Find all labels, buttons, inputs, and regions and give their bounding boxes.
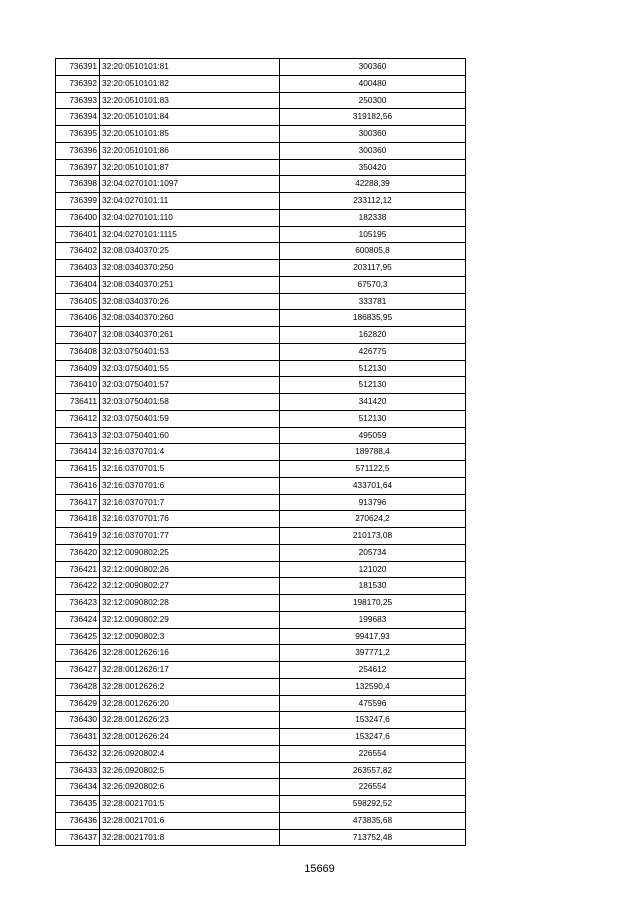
row-id-cell: 736408 bbox=[56, 343, 100, 360]
value-cell: 397771,2 bbox=[280, 645, 466, 662]
row-id-cell: 736418 bbox=[56, 511, 100, 528]
table-row bbox=[56, 109, 466, 126]
row-id-cell: 736436 bbox=[56, 812, 100, 829]
table-row bbox=[56, 695, 466, 712]
value-cell: 205734 bbox=[280, 544, 466, 561]
row-id-cell: 736423 bbox=[56, 595, 100, 612]
table-row bbox=[56, 310, 466, 327]
table-row bbox=[56, 628, 466, 645]
cadastral-number-cell: 32:08:0340370:261 bbox=[100, 327, 280, 344]
value-cell: 913796 bbox=[280, 494, 466, 511]
table-row bbox=[56, 377, 466, 394]
table-row bbox=[56, 578, 466, 595]
cadastral-number-cell: 32:12:0090802:29 bbox=[100, 611, 280, 628]
cadastral-number-cell: 32:03:0750401:58 bbox=[100, 394, 280, 411]
cadastral-number-cell: 32:03:0750401:55 bbox=[100, 360, 280, 377]
cadastral-number-cell: 32:08:0340370:260 bbox=[100, 310, 280, 327]
row-id-cell: 736428 bbox=[56, 678, 100, 695]
value-cell: 153247,6 bbox=[280, 729, 466, 746]
table-row bbox=[56, 796, 466, 813]
cadastral-number-cell: 32:28:0012626:24 bbox=[100, 729, 280, 746]
value-cell: 121020 bbox=[280, 561, 466, 578]
cadastral-number-cell: 32:03:0750401:59 bbox=[100, 410, 280, 427]
table-row bbox=[56, 75, 466, 92]
cadastral-number-cell: 32:08:0340370:26 bbox=[100, 293, 280, 310]
cadastral-number-cell: 32:08:0340370:25 bbox=[100, 243, 280, 260]
row-id-cell: 736409 bbox=[56, 360, 100, 377]
cadastral-number-cell: 32:20:0510101:83 bbox=[100, 92, 280, 109]
table-row bbox=[56, 444, 466, 461]
cadastral-number-cell: 32:28:0021701:6 bbox=[100, 812, 280, 829]
table-row bbox=[56, 293, 466, 310]
value-cell: 512130 bbox=[280, 360, 466, 377]
value-cell: 233112,12 bbox=[280, 193, 466, 210]
cadastral-number-cell: 32:20:0510101:85 bbox=[100, 126, 280, 143]
cadastral-number-cell: 32:12:0090802:25 bbox=[100, 544, 280, 561]
cadastral-number-cell: 32:04:0270101:11 bbox=[100, 193, 280, 210]
value-cell: 105195 bbox=[280, 226, 466, 243]
value-cell: 42288,39 bbox=[280, 176, 466, 193]
table-row bbox=[56, 477, 466, 494]
cadastral-number-cell: 32:03:0750401:57 bbox=[100, 377, 280, 394]
value-cell: 600805,8 bbox=[280, 243, 466, 260]
row-id-cell: 736410 bbox=[56, 377, 100, 394]
row-id-cell: 736432 bbox=[56, 745, 100, 762]
cadastral-number-cell: 32:28:0012626:23 bbox=[100, 712, 280, 729]
row-id-cell: 736412 bbox=[56, 410, 100, 427]
row-id-cell: 736406 bbox=[56, 310, 100, 327]
row-id-cell: 736393 bbox=[56, 92, 100, 109]
cadastral-number-cell: 32:08:0340370:250 bbox=[100, 260, 280, 277]
row-id-cell: 736420 bbox=[56, 544, 100, 561]
row-id-cell: 736400 bbox=[56, 209, 100, 226]
value-cell: 182338 bbox=[280, 209, 466, 226]
table-row bbox=[56, 159, 466, 176]
cadastral-number-cell: 32:28:0012626:17 bbox=[100, 662, 280, 679]
table-row bbox=[56, 645, 466, 662]
row-id-cell: 736422 bbox=[56, 578, 100, 595]
row-id-cell: 736414 bbox=[56, 444, 100, 461]
cadastral-number-cell: 32:20:0510101:84 bbox=[100, 109, 280, 126]
row-id-cell: 736394 bbox=[56, 109, 100, 126]
cadastral-number-cell: 32:03:0750401:60 bbox=[100, 427, 280, 444]
cadastral-number-cell: 32:20:0510101:87 bbox=[100, 159, 280, 176]
value-cell: 495059 bbox=[280, 427, 466, 444]
row-id-cell: 736435 bbox=[56, 796, 100, 813]
table-row bbox=[56, 494, 466, 511]
cadastral-number-cell: 32:28:0021701:8 bbox=[100, 829, 280, 846]
cadastral-number-cell: 32:04:0270101:1115 bbox=[100, 226, 280, 243]
cadastral-number-cell: 32:26:0920802:6 bbox=[100, 779, 280, 796]
cadastral-number-cell: 32:16:0370701:5 bbox=[100, 461, 280, 478]
value-cell: 433701,64 bbox=[280, 477, 466, 494]
table-row bbox=[56, 142, 466, 159]
row-id-cell: 736419 bbox=[56, 528, 100, 545]
page-number: 15669 bbox=[304, 863, 335, 875]
table-row bbox=[56, 461, 466, 478]
row-id-cell: 736416 bbox=[56, 477, 100, 494]
cadastral-number-cell: 32:26:0920802:5 bbox=[100, 762, 280, 779]
table-row bbox=[56, 92, 466, 109]
table-row bbox=[56, 729, 466, 746]
row-id-cell: 736403 bbox=[56, 260, 100, 277]
row-id-cell: 736397 bbox=[56, 159, 100, 176]
cadastral-number-cell: 32:28:0012626:16 bbox=[100, 645, 280, 662]
value-cell: 475596 bbox=[280, 695, 466, 712]
value-cell: 333781 bbox=[280, 293, 466, 310]
cadastral-number-cell: 32:20:0510101:86 bbox=[100, 142, 280, 159]
table-row bbox=[56, 829, 466, 846]
value-cell: 270624,2 bbox=[280, 511, 466, 528]
value-cell: 300360 bbox=[280, 126, 466, 143]
table-row bbox=[56, 812, 466, 829]
row-id-cell: 736404 bbox=[56, 276, 100, 293]
value-cell: 199683 bbox=[280, 611, 466, 628]
table-row bbox=[56, 511, 466, 528]
value-cell: 203117,95 bbox=[280, 260, 466, 277]
table-body bbox=[56, 59, 466, 846]
value-cell: 300360 bbox=[280, 59, 466, 76]
row-id-cell: 736429 bbox=[56, 695, 100, 712]
cadastral-number-cell: 32:12:0090802:27 bbox=[100, 578, 280, 595]
cadastral-number-cell: 32:04:0270101:1097 bbox=[100, 176, 280, 193]
value-cell: 319182,56 bbox=[280, 109, 466, 126]
table-row bbox=[56, 276, 466, 293]
table-row bbox=[56, 193, 466, 210]
table-row bbox=[56, 678, 466, 695]
table-row bbox=[56, 779, 466, 796]
row-id-cell: 736398 bbox=[56, 176, 100, 193]
cadastral-number-cell: 32:16:0370701:6 bbox=[100, 477, 280, 494]
table-row bbox=[56, 762, 466, 779]
row-id-cell: 736405 bbox=[56, 293, 100, 310]
value-cell: 300360 bbox=[280, 142, 466, 159]
value-cell: 512130 bbox=[280, 410, 466, 427]
row-id-cell: 736434 bbox=[56, 779, 100, 796]
cadastral-number-cell: 32:12:0090802:26 bbox=[100, 561, 280, 578]
value-cell: 226554 bbox=[280, 745, 466, 762]
value-cell: 713752,48 bbox=[280, 829, 466, 846]
table-row bbox=[56, 176, 466, 193]
cadastral-number-cell: 32:12:0090802:3 bbox=[100, 628, 280, 645]
row-id-cell: 736395 bbox=[56, 126, 100, 143]
table-row bbox=[56, 327, 466, 344]
row-id-cell: 736407 bbox=[56, 327, 100, 344]
cadastral-number-cell: 32:16:0370701:77 bbox=[100, 528, 280, 545]
value-cell: 162820 bbox=[280, 327, 466, 344]
cadastral-number-cell: 32:20:0510101:82 bbox=[100, 75, 280, 92]
table-row bbox=[56, 528, 466, 545]
row-id-cell: 736437 bbox=[56, 829, 100, 846]
table-row bbox=[56, 360, 466, 377]
cadastral-number-cell: 32:16:0370701:4 bbox=[100, 444, 280, 461]
row-id-cell: 736433 bbox=[56, 762, 100, 779]
value-cell: 473835,68 bbox=[280, 812, 466, 829]
row-id-cell: 736417 bbox=[56, 494, 100, 511]
document-table-container bbox=[55, 58, 466, 846]
value-cell: 512130 bbox=[280, 377, 466, 394]
table-row bbox=[56, 126, 466, 143]
value-cell: 250300 bbox=[280, 92, 466, 109]
table-row bbox=[56, 209, 466, 226]
table-row bbox=[56, 410, 466, 427]
cadastral-number-cell: 32:20:0510101:81 bbox=[100, 59, 280, 76]
value-cell: 186835,95 bbox=[280, 310, 466, 327]
table-row bbox=[56, 561, 466, 578]
row-id-cell: 736415 bbox=[56, 461, 100, 478]
value-cell: 67570,3 bbox=[280, 276, 466, 293]
value-cell: 571122,5 bbox=[280, 461, 466, 478]
table-row bbox=[56, 343, 466, 360]
value-cell: 132590,4 bbox=[280, 678, 466, 695]
cadastral-number-cell: 32:26:0920802:4 bbox=[100, 745, 280, 762]
value-cell: 153247,6 bbox=[280, 712, 466, 729]
table-row bbox=[56, 59, 466, 76]
value-cell: 254612 bbox=[280, 662, 466, 679]
cadastral-number-cell: 32:04:0270101:110 bbox=[100, 209, 280, 226]
table-row bbox=[56, 544, 466, 561]
cadastral-value-table bbox=[55, 58, 466, 846]
row-id-cell: 736396 bbox=[56, 142, 100, 159]
value-cell: 400480 bbox=[280, 75, 466, 92]
row-id-cell: 736421 bbox=[56, 561, 100, 578]
cadastral-number-cell: 32:28:0012626:2 bbox=[100, 678, 280, 695]
row-id-cell: 736391 bbox=[56, 59, 100, 76]
cadastral-number-cell: 32:28:0021701:5 bbox=[100, 796, 280, 813]
table-row bbox=[56, 611, 466, 628]
value-cell: 350420 bbox=[280, 159, 466, 176]
value-cell: 341420 bbox=[280, 394, 466, 411]
cadastral-number-cell: 32:03:0750401:53 bbox=[100, 343, 280, 360]
row-id-cell: 736411 bbox=[56, 394, 100, 411]
row-id-cell: 736392 bbox=[56, 75, 100, 92]
row-id-cell: 736427 bbox=[56, 662, 100, 679]
value-cell: 426775 bbox=[280, 343, 466, 360]
cadastral-number-cell: 32:08:0340370:251 bbox=[100, 276, 280, 293]
cadastral-number-cell: 32:12:0090802:28 bbox=[100, 595, 280, 612]
table-row bbox=[56, 745, 466, 762]
table-row bbox=[56, 260, 466, 277]
value-cell: 181530 bbox=[280, 578, 466, 595]
value-cell: 226554 bbox=[280, 779, 466, 796]
value-cell: 263557,82 bbox=[280, 762, 466, 779]
value-cell: 598292,52 bbox=[280, 796, 466, 813]
row-id-cell: 736426 bbox=[56, 645, 100, 662]
value-cell: 99417,93 bbox=[280, 628, 466, 645]
row-id-cell: 736430 bbox=[56, 712, 100, 729]
table-row bbox=[56, 243, 466, 260]
row-id-cell: 736402 bbox=[56, 243, 100, 260]
cadastral-number-cell: 32:28:0012626:20 bbox=[100, 695, 280, 712]
table-row bbox=[56, 394, 466, 411]
row-id-cell: 736399 bbox=[56, 193, 100, 210]
row-id-cell: 736413 bbox=[56, 427, 100, 444]
cadastral-number-cell: 32:16:0370701:76 bbox=[100, 511, 280, 528]
table-row bbox=[56, 595, 466, 612]
row-id-cell: 736401 bbox=[56, 226, 100, 243]
table-row bbox=[56, 662, 466, 679]
row-id-cell: 736425 bbox=[56, 628, 100, 645]
cadastral-number-cell: 32:16:0370701:7 bbox=[100, 494, 280, 511]
row-id-cell: 736424 bbox=[56, 611, 100, 628]
table-row bbox=[56, 712, 466, 729]
table-row bbox=[56, 226, 466, 243]
value-cell: 210173,08 bbox=[280, 528, 466, 545]
table-row bbox=[56, 427, 466, 444]
row-id-cell: 736431 bbox=[56, 729, 100, 746]
value-cell: 189788,4 bbox=[280, 444, 466, 461]
value-cell: 198170,25 bbox=[280, 595, 466, 612]
